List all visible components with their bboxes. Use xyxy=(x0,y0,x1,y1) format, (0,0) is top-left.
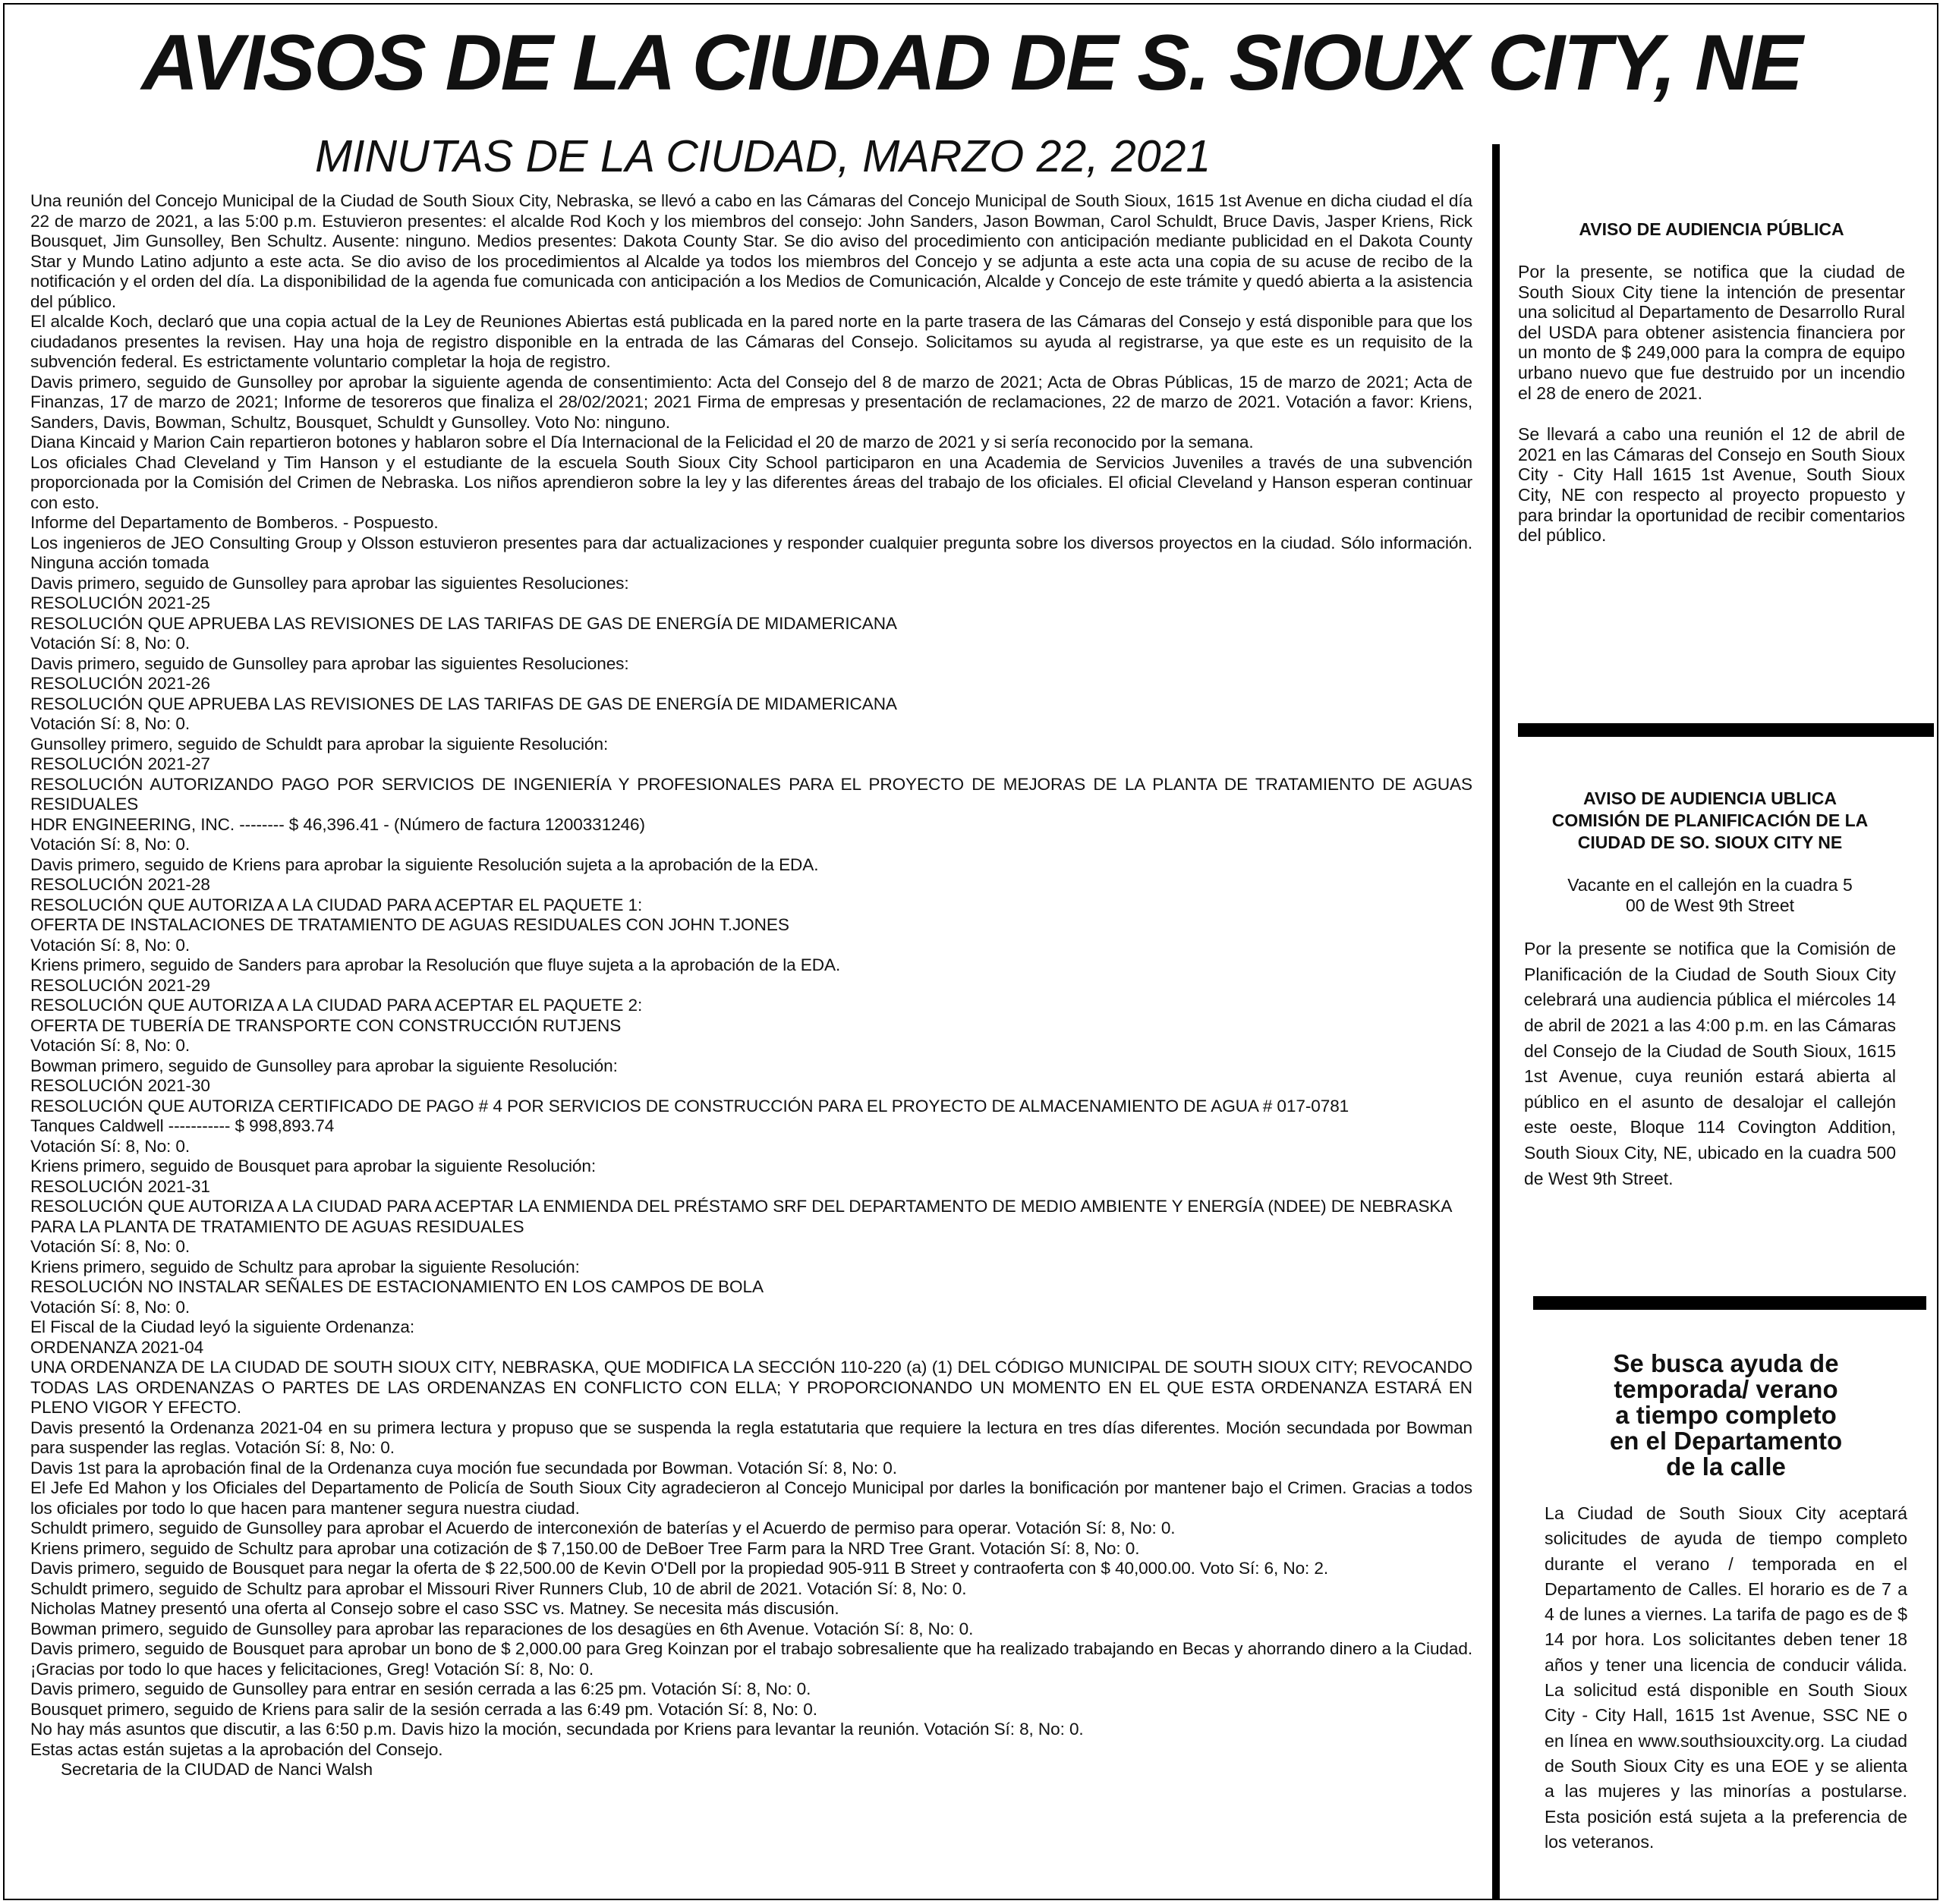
minutes-paragraph: UNA ORDENANZA DE LA CIUDAD DE SOUTH SIOUX CITY, NEBRASKA, QUE MODIFICA LA SECCIÓN 110-220 (a) (1) DEL CÓDIGO MUNICIPAL DE SOUTH SIOUX CITY; REVOCANDO TODAS LAS ORDENANZAS O PARTES DE LAS ORDENANZAS EN CONFLICTO CON ELLA; Y PROPORCIONANDO UN MOMENTO EN EL QUE ESTA ORDENANZA ESTARÁ EN PLENO VIGOR Y EFECTO. xyxy=(30,1358,1472,1417)
notice-title: Se busca ayuda de xyxy=(1613,1349,1839,1377)
minutes-paragraph: RESOLUCIÓN 2021-25 xyxy=(30,593,210,612)
section-divider xyxy=(1518,723,1934,737)
minutes-paragraph: Schuldt primero, seguido de Gunsolley para aprobar el Acuerdo de interconexión de baterías y el Acuerdo de permiso para operar. Votación Sí: 8, No: 0. xyxy=(30,1518,1176,1537)
notice-title: AVISO DE AUDIENCIA UBLICA xyxy=(1583,788,1837,808)
minutes-paragraph: PARA LA PLANTA DE TRATAMIENTO DE AGUAS RESIDUALES xyxy=(30,1216,524,1236)
minutes-paragraph: RESOLUCIÓN 2021-29 xyxy=(30,975,210,995)
minutes-paragraph: Bousquet primero, seguido de Kriens para salir de la sesión cerrada a las 6:49 pm. Votación Sí: 8, No: 0. xyxy=(30,1699,817,1719)
notice-title: temporada/ verano xyxy=(1614,1375,1838,1403)
minutes-paragraph: Votación Sí: 8, No: 0. xyxy=(30,1136,191,1156)
minutes-paragraph: ORDENANZA 2021-04 xyxy=(30,1337,204,1357)
minutes-paragraph: Los ingenieros de JEO Consulting Group y Olsson estuvieron presentes para dar actualizaciones y responder cualquier pregunta sobre los diversos proyectos en la ciudad. Sólo información. Ninguna acción tomada xyxy=(30,533,1472,572)
minutes-paragraph: Davis primero, seguido de Gunsolley para aprobar las siguientes Resoluciones: xyxy=(30,573,629,593)
minutes-paragraph: Votación Sí: 8, No: 0. xyxy=(30,1036,191,1055)
notice-title: AVISO DE AUDIENCIA PÚBLICA xyxy=(1579,219,1844,239)
notice-title: CIUDAD DE SO. SIOUX CITY NE xyxy=(1577,832,1843,852)
minutes-paragraph: RESOLUCIÓN QUE AUTORIZA CERTIFICADO DE PAGO # 4 POR SERVICIOS DE CONSTRUCCIÓN PARA EL PROYECTO DE ALMACENAMIENTO DE AGUA # 017-0781 xyxy=(30,1096,1349,1116)
minutes-column xyxy=(30,191,1472,1780)
notice-paragraph: Se llevará a cabo una reunión el 12 de abril de 2021 en las Cámaras del Consejo en South Sioux City - City Hall 1615 1st Avenue, South Sioux City, NE con respecto al proyecto propuesto y para brindar la oportunidad de recibir comentarios del público. xyxy=(1518,424,1905,546)
minutes-paragraph: Kriens primero, seguido de Bousquet para aprobar la siguiente Resolución: xyxy=(30,1157,597,1175)
minutes-paragraph: HDR ENGINEERING, INC. -------- $ 46,396.41 - (Número de factura 1200331246) xyxy=(30,814,645,834)
minutes-paragraph: Informe del Departamento de Bomberos. - Pospuesto. xyxy=(30,513,439,532)
minutes-paragraph: RESOLUCIÓN 2021-30 xyxy=(30,1076,210,1095)
minutes-paragraph: Votación Sí: 8, No: 0. xyxy=(30,1237,191,1256)
minutes-paragraph: El Fiscal de la Ciudad leyó la siguiente Ordenanza: xyxy=(30,1317,415,1336)
planning-commission-notice xyxy=(1524,788,1896,1191)
minutes-paragraph: Gunsolley primero, seguido de Schuldt para aprobar la siguiente Resolución: xyxy=(30,734,609,754)
minutes-paragraph: Davis primero, seguido de Gunsolley para aprobar las siguientes Resoluciones: xyxy=(30,653,629,673)
minutes-paragraph: RESOLUCIÓN 2021-28 xyxy=(30,875,210,894)
minutes-paragraph: Bowman primero, seguido de Gunsolley para aprobar las reparaciones de los desagües en 6th Avenue. Votación Sí: 8, No: 0. xyxy=(30,1619,974,1638)
notice-paragraph: Por la presente, se notifica que la ciudad de South Sioux City tiene la intención de presentar una solicitud al Departamento de Desarrollo Rural del USDA para obtener asistencia financiera por un monto de $ 249,000 para la compra de equipo urbano nuevo que fue destruido por un incendio el 28 de enero de 2021. xyxy=(1518,262,1905,403)
notice-title: en el Departamento xyxy=(1609,1427,1843,1455)
column-divider xyxy=(1492,144,1500,1899)
minutes-paragraph: Davis primero, seguido de Kriens para aprobar la siguiente Resolución sujeta a la aprobación de la EDA. xyxy=(30,854,819,874)
minutes-paragraph: Kriens primero, seguido de Schultz para aprobar una cotización de $ 7,150.00 de DeBoer Tree Farm para la NRD Tree Grant. Votación Sí: 8, No: 0. xyxy=(30,1538,1140,1558)
minutes-subtitle: MINUTAS DE LA CIUDAD, MARZO 22, 2021 xyxy=(315,131,1211,181)
minutes-paragraph: Kriens primero, seguido de Sanders para aprobar la Resolución que fluye sujeta a la aprobación de la EDA. xyxy=(30,955,841,974)
page-headline: AVISOS DE LA CIUDAD DE S. SIOUX CITY, NE xyxy=(141,19,1802,107)
minutes-paragraph: RESOLUCIÓN QUE AUTORIZA A LA CIUDAD PARA ACEPTAR LA ENMIENDA DEL PRÉSTAMO SRF DEL DEPARTAMENTO DE MEDIO AMBIENTE Y ENERGÍA (NDEE) DE NEBRASKA xyxy=(30,1197,1453,1216)
minutes-paragraph: Una reunión del Concejo Municipal de la Ciudad de South Sioux City, Nebraska, se llevó a cabo en las Cámaras del Concejo Municipal de South Sioux, 1615 1st Avenue en dicha ciudad el día 22 de marzo de 2021, a las 5:00 p.m. Estuvieron presentes: el alcalde Rod Koch y los miembros del consejo: John Sanders, Jason Bowman, Carol Schuldt, Bruce Davis, Jasper Kriens, Rick Bousquet, Jim Gunsolley, Ben Schultz. Ausente: ninguno. Medios presentes: Dakota County Star. Se dio aviso del procedimiento con anticipación mediante publicidad en el Dakota County Star y Mundo Latino adjunto a este acta. Se dio aviso de los procedimientos al Alcalde ya todos los miembros del Concejo y se adjunta a este acta una copia de su acuse de recibo de la notificación y el orden del día. La disponibilidad de la agenda fue comunicada con anticipación a los Medios de Comunicación, Alcalde y Concejo de este trámite y quedó abierta a la asistencia del público. xyxy=(30,191,1472,311)
minutes-paragraph: El Jefe Ed Mahon y los Oficiales del Departamento de Policía de South Sioux City agradecieron al Concejo Municipal por darles la bonificación por mantener bajo el Crimen. Gracias a todos los oficiales por todo lo que hacen para mantener segura nuestra ciudad. xyxy=(30,1478,1472,1518)
minutes-paragraph: Davis primero, seguido de Gunsolley para entrar en sesión cerrada a las 6:25 pm. Votación Sí: 8, No: 0. xyxy=(30,1679,811,1698)
notice-subtitle: 00 de West 9th Street xyxy=(1625,895,1795,915)
minutes-paragraph: RESOLUCIÓN 2021-26 xyxy=(30,674,210,693)
minutes-paragraph: Diana Kincaid y Marion Cain repartieron botones y hablaron sobre el Día Internacional de la Felicidad el 20 de marzo de 2021 y si sería reconocido por la semana. xyxy=(30,433,1254,452)
minutes-paragraph: Nicholas Matney presentó una oferta al Consejo sobre el caso SSC vs. Matney. Se necesita más discusión. xyxy=(30,1599,839,1618)
notice-paragraph: La Ciudad de South Sioux City aceptará solicitudes de ayuda de tiempo completo durante el verano / temporada en el Departamento de Calles. El horario es de 7 a 4 de lunes a viernes. La tarifa de pago es de $ 14 por hora. Los solicitantes deben tener 18 años y tener una licencia de conducir válida. La solicitud está disponible en South Sioux City - City Hall, 1615 1st Avenue, SSC NE o en línea en www.southsiouxcity.org. La ciudad de South Sioux City es una EOE y se alienta a las mujeres y las minorías a postularse. Esta posición está sujeta a la preferencia de los veteranos. xyxy=(1545,1503,1907,1852)
notice-title: COMISIÓN DE PLANIFICACIÓN DE LA xyxy=(1551,810,1869,830)
notice-subtitle: Vacante en el callejón en la cuadra 5 xyxy=(1567,875,1853,895)
minutes-paragraph: Davis presentó la Ordenanza 2021-04 en su primera lectura y propuso que se suspenda la regla estatutaria que requiere la lectura en tres días diferentes. Moción secundada por Bowman para suspender las reglas. Votación Sí: 8, No: 0. xyxy=(30,1418,1472,1457)
minutes-paragraph: Votación Sí: 8, No: 0. xyxy=(30,935,191,955)
minutes-paragraph: El alcalde Koch, declaró que una copia actual de la Ley de Reuniones Abiertas está publicada en la pared norte en la parte trasera de las Cámaras del Consejo y está disponible para que los ciudadanos presentes la revisen. Hay una hoja de registro disponible en la entrada de las Cámaras del Consejo. Solicitamos su ayuda al registrarse, ya que este es un requisito de la subvención federal. Es estrictamente voluntario completar la hoja de registro. xyxy=(30,312,1472,371)
minutes-paragraph: Tanques Caldwell ----------- $ 998,893.74 xyxy=(30,1116,335,1135)
minutes-paragraph: RESOLUCIÓN AUTORIZANDO PAGO POR SERVICIOS DE INGENIERÍA Y PROFESIONALES PARA EL PROYECTO DE MEJORAS DE LA PLANTA DE TRATAMIENTO DE AGUAS RESIDUALES xyxy=(30,774,1472,814)
minutes-paragraph: Davis primero, seguido de Gunsolley por aprobar la siguiente agenda de consentimiento: Acta del Consejo del 8 de marzo de 2021; Acta de Obras Públicas, 15 de marzo de 2021; Acta de Finanzas, 17 de marzo de 2021; Informe de tesoreros que finaliza el 28/02/2021; 2021 Firma de empresas y presentación de reclamaciones, 22 de marzo de 2021. Votación a favor: Kriens, Sanders, Davis, Bowman, Schultz, Bousquet, Schuldt y Gunsolley. Voto No: ninguno. xyxy=(30,372,1472,432)
minutes-paragraph: Los oficiales Chad Cleveland y Tim Hanson y el estudiante de la escuela South Sioux City School participaron en una Academia de Servicios Juveniles a través de una subvención proporcionada por la Comisión del Crimen de Nebraska. Los niños aprendieron sobre la ley y las diferentes áreas del trabajo de los oficiales. El oficial Cleveland y Hanson esperan continuar con esto. xyxy=(30,452,1472,512)
minutes-paragraph: RESOLUCIÓN NO INSTALAR SEÑALES DE ESTACIONAMIENTO EN LOS CAMPOS DE BOLA xyxy=(30,1277,764,1296)
minutes-paragraph: Bowman primero, seguido de Gunsolley para aprobar la siguiente Resolución: xyxy=(30,1056,618,1075)
minutes-paragraph: Estas actas están sujetas a la aprobación del Consejo. xyxy=(30,1739,443,1759)
notice-title: de la calle xyxy=(1666,1452,1786,1481)
minutes-paragraph: Votación Sí: 8, No: 0. xyxy=(30,714,191,733)
notice-paragraph: Por la presente se notifica que la Comisión de Planificación de la Ciudad de South Sioux City celebrará una audiencia pública el miércoles 14 de abril de 2021 a las 4:00 p.m. en las Cámaras del Consejo de la Ciudad de South Sioux, 1615 1st Avenue, cuya reunión estará abierta al público en el asunto de desalojar el callejón este oeste, Bloque 114 Covington Addition, South Sioux City, NE, ubicado en la cuadra 500 de West 9th Street. xyxy=(1524,939,1896,1188)
minutes-paragraph: Votación Sí: 8, No: 0. xyxy=(30,835,191,854)
minutes-paragraph: RESOLUCIÓN QUE AUTORIZA A LA CIUDAD PARA ACEPTAR EL PAQUETE 2: xyxy=(30,996,643,1015)
minutes-paragraph: Votación Sí: 8, No: 0. xyxy=(30,634,191,653)
minutes-paragraph: RESOLUCIÓN QUE APRUEBA LAS REVISIONES DE LAS TARIFAS DE GAS DE ENERGÍA DE MIDAMERICANA xyxy=(30,613,897,633)
notice-title: a tiempo completo xyxy=(1615,1401,1837,1429)
minutes-paragraph: Votación Sí: 8, No: 0. xyxy=(30,1297,191,1317)
minutes-paragraph: OFERTA DE INSTALACIONES DE TRATAMIENTO DE AGUAS RESIDUALES CON JOHN T.JONES xyxy=(30,915,789,934)
minutes-signature: Secretaria de la CIUDAD de Nanci Walsh xyxy=(61,1760,373,1779)
minutes-paragraph: RESOLUCIÓN 2021-31 xyxy=(30,1176,210,1196)
minutes-paragraph: Kriens primero, seguido de Schultz para aprobar la siguiente Resolución: xyxy=(30,1257,580,1276)
public-hearing-notice xyxy=(1518,219,1905,546)
minutes-paragraph: Davis 1st para la aprobación final de la Ordenanza cuya moción fue secundada por Bowman. Votación Sí: 8, No: 0. xyxy=(30,1458,897,1478)
minutes-paragraph: OFERTA DE TUBERÍA DE TRANSPORTE CON CONSTRUCCIÓN RUTJENS xyxy=(30,1015,622,1035)
minutes-paragraph: RESOLUCIÓN QUE AUTORIZA A LA CIUDAD PARA ACEPTAR EL PAQUETE 1: xyxy=(30,895,643,914)
minutes-paragraph: RESOLUCIÓN QUE APRUEBA LAS REVISIONES DE LAS TARIFAS DE GAS DE ENERGÍA DE MIDAMERICANA xyxy=(30,694,897,713)
minutes-paragraph: Schuldt primero, seguido de Schultz para aprobar el Missouri River Runners Club, 10 de abril de 2021. Votación Sí: 8, No: 0. xyxy=(30,1578,967,1598)
minutes-paragraph: Davis primero, seguido de Bousquet para negar la oferta de $ 22,500.00 de Kevin O'Dell por la propiedad 905-911 B Street y contraoferta con $ 40,000.00. Voto Sí: 6, No: 2. xyxy=(30,1559,1329,1578)
section-divider xyxy=(1533,1296,1926,1310)
help-wanted-notice xyxy=(1545,1351,1907,1855)
minutes-paragraph: No hay más asuntos que discutir, a las 6:50 p.m. Davis hizo la moción, secundada por Kriens para levantar la reunión. Votación Sí: 8, No: 0. xyxy=(30,1720,1084,1739)
minutes-paragraph: RESOLUCIÓN 2021-27 xyxy=(30,754,210,773)
minutes-paragraph: Davis primero, seguido de Bousquet para aprobar un bono de $ 2,000.00 para Greg Koinzan por el trabajo sobresaliente que ha realizado trabajando en Becas y ahorrando dinero a la Ciudad. ¡Gracias por todo lo que haces y felicitaciones, Greg! Votación Sí: 8, No: 0. xyxy=(30,1639,1472,1679)
